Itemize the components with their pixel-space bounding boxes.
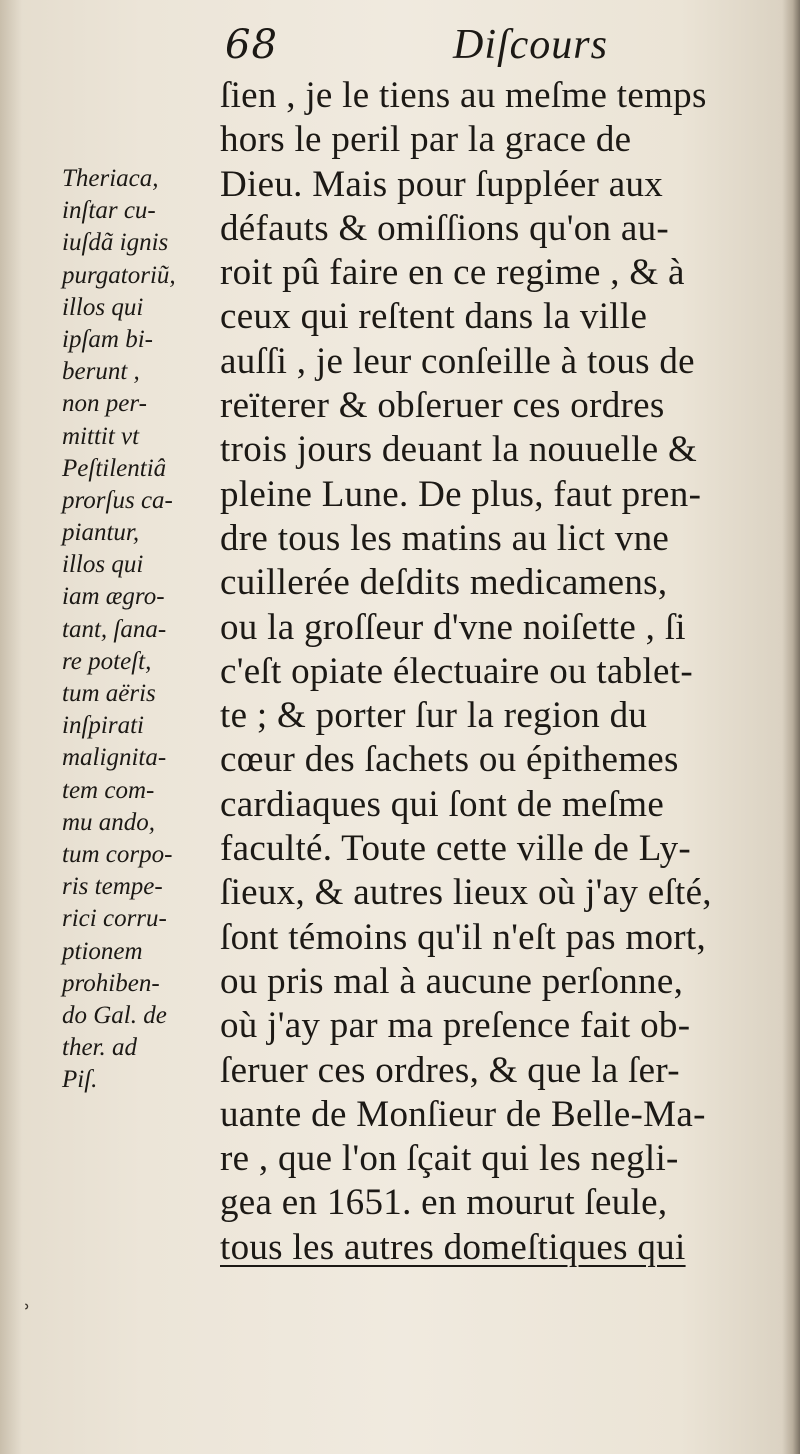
page-edge-shadow: [782, 0, 800, 1454]
margin-note-line: iuſdã ignis: [62, 229, 169, 257]
margin-note-line: Piſ.: [62, 1066, 98, 1094]
text-line: cœur des ſachets ou épithemes: [220, 739, 679, 781]
margin-note-line: mu ando,: [62, 808, 156, 836]
stray-ink-mark: ˒: [24, 1296, 31, 1321]
text-line: cardiaques qui ſont de meſme: [220, 783, 665, 825]
text-line: re , que l'on ſçait qui les negli-: [220, 1138, 679, 1180]
running-head: [225, 14, 765, 76]
text-line: dre tous les matins au lict vne: [220, 517, 670, 559]
main-text-block: [220, 74, 780, 1270]
text-line-underlined: tous les autres domeſtiques qui: [220, 1226, 686, 1268]
text-line: Dieu. Mais pour ſuppléer aux: [220, 163, 664, 205]
margin-note-line: tem com-: [62, 776, 155, 804]
text-line: où j'ay par ma preſence fait ob-: [220, 1005, 691, 1047]
text-line: défauts & omiſſions qu'on au-: [220, 207, 670, 249]
margin-note-line: illos qui: [62, 551, 144, 579]
running-title: Diſcours: [453, 22, 608, 68]
text-line: auſſi , je leur conſeille à tous de: [220, 340, 695, 382]
text-line: faculté. Toute cette ville de Ly-: [220, 828, 691, 870]
margin-note-line: malignita-: [62, 744, 167, 772]
text-line: ou la groſſeur d'vne noiſette , ſi: [220, 606, 686, 648]
page-gutter-shadow: [0, 0, 22, 1454]
text-line: te ; & porter ſur la region du: [220, 695, 648, 737]
margin-note-line: ris tempe-: [62, 873, 163, 901]
text-line: hors le peril par la grace de: [220, 119, 632, 161]
margin-note-line: inſtar cu-: [62, 197, 156, 225]
margin-note-line: ther. ad: [62, 1034, 137, 1062]
margin-note-line: iam ægro-: [62, 583, 165, 611]
text-line: ſien , je le tiens au meſme temps: [220, 75, 707, 116]
margin-note-line: rici corru-: [62, 905, 167, 933]
text-line: pleine Lune. De plus, faut pren-: [220, 473, 702, 515]
text-line: ſieux, & autres lieux où j'ay eſté,: [220, 872, 712, 914]
text-line: roit pû faire en ce regime , & à: [220, 252, 685, 294]
text-line: cuillerée deſdits medicamens,: [220, 562, 668, 604]
margin-note-line: tum aëris: [62, 680, 156, 707]
marginal-note: [62, 163, 222, 1096]
margin-note-line: do Gal. de: [62, 1001, 167, 1029]
margin-note-line: tant, ſana-: [62, 615, 167, 643]
text-line: ou pris mal à aucune perſonne,: [220, 960, 684, 1002]
margin-note-line: tum corpo-: [62, 840, 173, 868]
margin-note-line: re poteſt,: [62, 647, 152, 675]
margin-note-line: illos qui: [62, 293, 144, 321]
margin-note-line: inſpirati: [62, 712, 144, 740]
margin-note-line: prorſus ca-: [62, 486, 173, 514]
text-line: uante de Monſieur de Belle-Ma-: [220, 1093, 706, 1135]
margin-note-line: piantur,: [62, 519, 140, 547]
margin-note-line: purgatoriũ,: [62, 261, 176, 289]
text-line: ſeruer ces ordres, & que la ſer-: [220, 1049, 680, 1091]
margin-note-line: Peſtilentiâ: [62, 454, 167, 482]
margin-note-line: mittit vt: [62, 422, 140, 450]
text-line: reïterer & obſeruer ces ordres: [220, 385, 665, 427]
text-line: gea en 1651. en mourut ſeule,: [220, 1182, 668, 1224]
text-line: ceux qui reſtent dans la ville: [220, 296, 648, 338]
margin-note-line: ipſam bi-: [62, 325, 153, 353]
margin-note-line: non per-: [62, 390, 147, 418]
margin-note-line: berunt ,: [62, 358, 140, 386]
margin-note-line: prohiben-: [62, 969, 160, 997]
page-number: 68: [225, 22, 278, 68]
margin-note-line: Theriaca,: [62, 165, 159, 192]
text-line: c'eſt opiate électuaire ou tablet-: [220, 650, 693, 692]
text-line: trois jours deuant la nouuelle &: [220, 429, 698, 471]
margin-note-line: ptionem: [62, 937, 143, 965]
text-line: ſont témoins qu'il n'eſt pas mort,: [220, 916, 706, 958]
